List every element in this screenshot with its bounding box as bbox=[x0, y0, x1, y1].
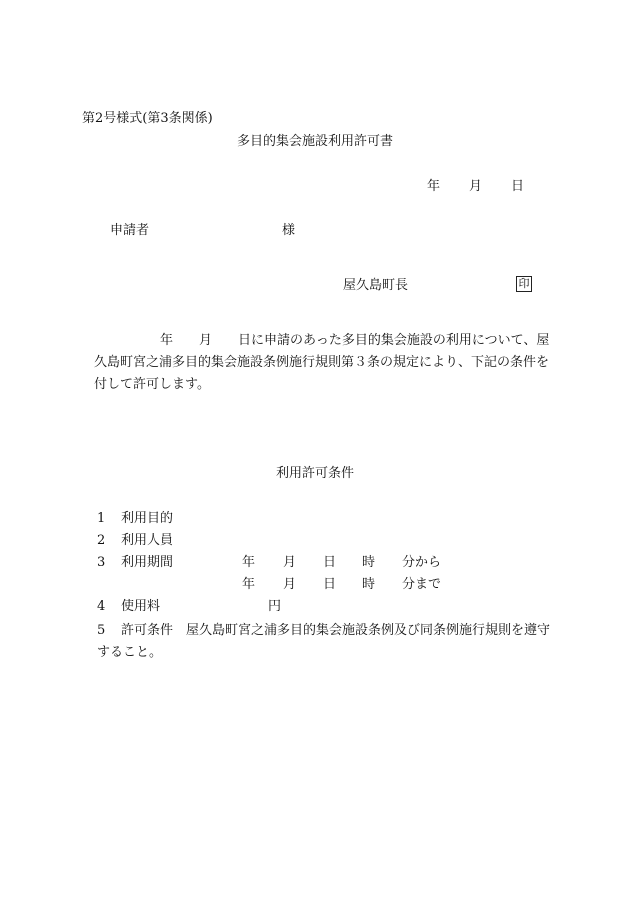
applicant-honorific: 様 bbox=[282, 223, 296, 238]
condition-label: 利用人員 bbox=[121, 533, 174, 548]
period-from-year: 年 bbox=[242, 555, 256, 570]
condition-number: 3 bbox=[97, 555, 106, 570]
condition-number: 2 bbox=[97, 533, 106, 548]
period-to-minute: 分まで bbox=[402, 577, 442, 592]
condition-row-fee bbox=[97, 597, 160, 617]
applicant-label: 申請者 bbox=[110, 223, 150, 238]
document-title: 多目的集会施設利用許可書 bbox=[236, 134, 393, 149]
condition-label: 利用目的 bbox=[121, 511, 174, 526]
condition-row-people bbox=[97, 531, 173, 551]
period-from-day: 日 bbox=[323, 555, 337, 570]
date-day: 日 bbox=[511, 179, 525, 194]
seal-stamp: 印 bbox=[516, 276, 532, 292]
condition-number: 5 bbox=[97, 623, 106, 638]
period-from bbox=[242, 553, 441, 573]
period-to bbox=[242, 575, 441, 595]
date-year: 年 bbox=[427, 179, 441, 194]
date-month: 月 bbox=[469, 179, 483, 194]
condition-row-terms bbox=[97, 620, 555, 664]
condition-label: 使用料 bbox=[121, 599, 161, 614]
condition-number: 4 bbox=[97, 599, 106, 614]
condition-terms-text: 屋久島町宮之浦多目的集会施設条例及び同条例施行規則を遵守すること。 bbox=[97, 623, 551, 660]
form-number: 第2号様式(第3条関係) bbox=[82, 111, 213, 126]
period-from-hour: 時 bbox=[362, 555, 376, 570]
condition-label: 許可条件 bbox=[121, 623, 174, 638]
conditions-title: 利用許可条件 bbox=[275, 466, 354, 481]
fee-unit: 円 bbox=[268, 599, 282, 614]
period-to-year: 年 bbox=[242, 577, 256, 592]
period-to-hour: 時 bbox=[362, 577, 376, 592]
condition-label: 利用期間 bbox=[121, 555, 174, 570]
period-to-day: 日 bbox=[323, 577, 337, 592]
period-from-month: 月 bbox=[283, 555, 297, 570]
permission-statement: 年 月 日に申請のあった多目的集会施設の利用について、屋久島町宮之浦多目的集会施設条例施行規則第３条の規定により、下記の条件を付して許可します。 bbox=[94, 333, 550, 392]
period-from-minute: 分から bbox=[402, 555, 442, 570]
issue-date bbox=[427, 178, 524, 196]
condition-row-purpose bbox=[97, 509, 173, 529]
issuer-name: 屋久島町長 bbox=[343, 278, 409, 293]
condition-number: 1 bbox=[97, 511, 106, 526]
condition-row-period bbox=[97, 553, 173, 573]
period-to-month: 月 bbox=[283, 577, 297, 592]
